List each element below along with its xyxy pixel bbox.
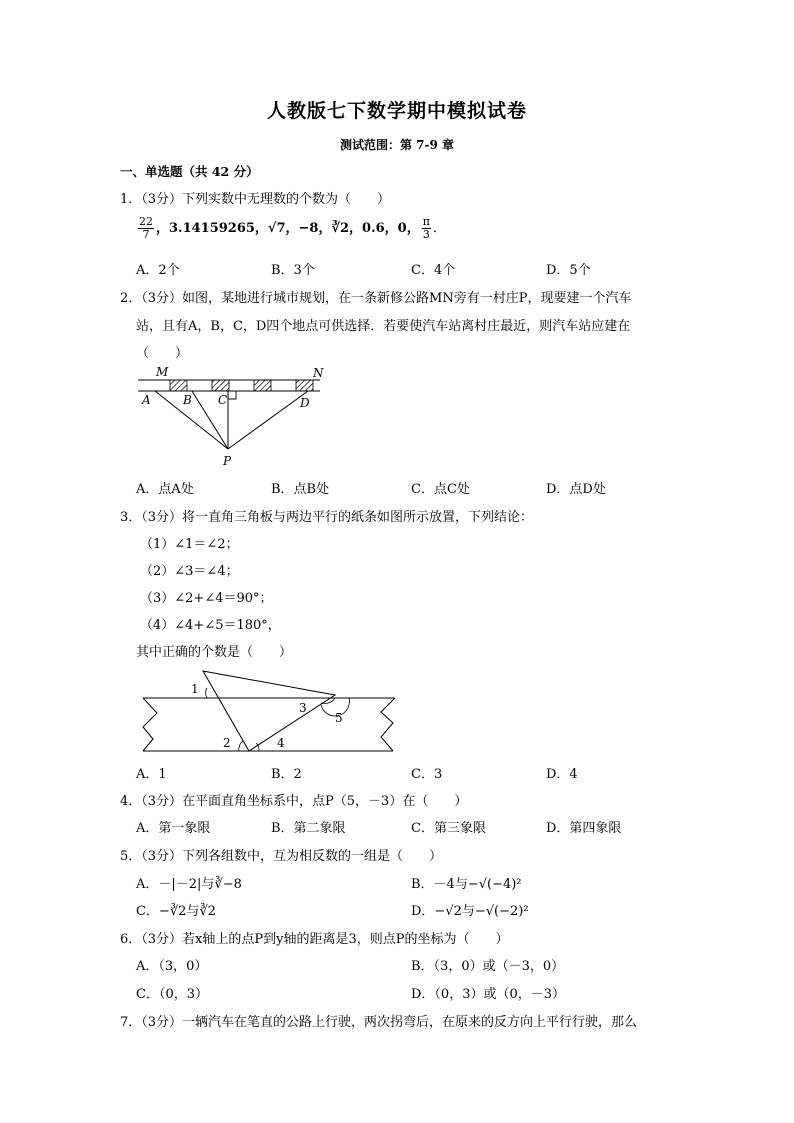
q1-fraction-pi-3: $\frac{\pi}{3}$ xyxy=(422,215,430,241)
q6-option-a[interactable]: A．（3，0） xyxy=(136,959,208,974)
q6-option-b[interactable]: B．（3，0）或（－3，0） xyxy=(411,959,565,974)
hatch-block xyxy=(170,380,187,391)
q3-triangle-strip-figure xyxy=(135,665,405,760)
q1-fraction-22-7: $\frac{22}{7}$ xyxy=(139,215,153,241)
label-b: B xyxy=(183,393,192,407)
q3-option-a[interactable]: A．1 xyxy=(136,767,167,782)
q2-line2: 站，且有A，B，C，D四个地点可供选择．若要使汽车站离村庄最近，则汽车站应建在 xyxy=(136,319,631,334)
q2-option-b[interactable]: B．点B处 xyxy=(271,482,330,497)
q6-option-c[interactable]: C．（0，3） xyxy=(136,987,208,1002)
angle-label-4: 4 xyxy=(277,736,285,750)
angle-1-arc xyxy=(206,688,207,698)
label-d: D xyxy=(300,396,310,410)
label-m: M xyxy=(156,365,169,379)
q4-option-c[interactable]: C．第三象限 xyxy=(411,821,486,836)
label-c: C xyxy=(218,393,228,407)
segment-dp xyxy=(228,391,308,449)
q3-option-d[interactable]: D．4 xyxy=(546,767,578,782)
page-title: 人教版七下数学期中模拟试卷 xyxy=(266,100,527,122)
strip-right-tear xyxy=(381,698,395,751)
q5-option-a[interactable]: A．－|－2|与∛−8 xyxy=(136,877,242,892)
q2-line3: （ ） xyxy=(136,346,189,361)
right-angle-mark xyxy=(228,391,236,399)
page-subtitle: 测试范围：第 7-9 章 xyxy=(339,138,455,152)
q1-option-c[interactable]: C．4个 xyxy=(411,263,456,278)
q3-conclusion-3: （3）∠2+∠4＝90°； xyxy=(140,591,273,606)
angle-2-arc xyxy=(239,741,243,751)
angle-label-3: 3 xyxy=(299,701,307,715)
q5-stem: 5．（3分）下列各组数中，互为相反数的一组是（ ） xyxy=(120,849,443,864)
q1-number-list: $\frac{22}{7}$ ，3.14159265，√7，−8，∛2，0.6，0， $\frac{\pi}{3}$ ． xyxy=(139,215,446,241)
q2-option-c[interactable]: C．点C处 xyxy=(411,482,470,497)
label-n: N xyxy=(313,366,324,380)
q5-option-b[interactable]: B．－4与−√(−4)² xyxy=(411,877,522,892)
q3-stem: 3．（3分）将一直角三角板与两边平行的纸条如图所示放置，下列结论： xyxy=(120,510,534,525)
label-p: P xyxy=(223,454,232,468)
q1-stem: 1．（3分）下列实数中无理数的个数为（ ） xyxy=(120,192,391,207)
label-a: A xyxy=(142,393,151,407)
q5-option-d[interactable]: D．−√2与−√(−2)² xyxy=(411,904,529,919)
q1-option-d[interactable]: D．5个 xyxy=(546,263,591,278)
q3-conclusion-2: （2）∠3＝∠4； xyxy=(140,564,239,579)
q2-option-a[interactable]: A．点A处 xyxy=(136,482,194,497)
q3-option-c[interactable]: C．3 xyxy=(411,767,443,782)
q2-option-d[interactable]: D．点D处 xyxy=(546,482,606,497)
hatch-block xyxy=(212,380,229,391)
hatch-block xyxy=(296,380,313,391)
q2-line1: 2．（3分）如图，某地进行城市规划，在一条新修公路MN旁有一村庄P，现要建一个汽车 xyxy=(120,291,632,306)
q3-question: 其中正确的个数是（ ） xyxy=(136,645,293,660)
q3-conclusion-1: （1）∠1＝∠2； xyxy=(140,537,239,552)
q4-option-b[interactable]: B．第二象限 xyxy=(271,821,346,836)
q7-stem: 7．（3分）一辆汽车在笔直的公路上行驶，两次拐弯后，在原来的反方向上平行行驶，那么 xyxy=(120,1015,638,1030)
q3-option-b[interactable]: B．2 xyxy=(271,767,302,782)
q4-option-a[interactable]: A．第一象限 xyxy=(136,821,211,836)
q1-option-b[interactable]: B．3个 xyxy=(271,263,315,278)
angle-label-5: 5 xyxy=(335,711,343,725)
q3-conclusion-4: （4）∠4+∠5＝180°， xyxy=(140,618,281,633)
angle-label-2: 2 xyxy=(223,736,231,750)
section-heading: 一、单选题（共 42 分） xyxy=(120,164,259,179)
q6-stem: 6．（3分）若x轴上的点P到y轴的距离是3，则点P的坐标为（ ） xyxy=(120,932,509,947)
q4-option-d[interactable]: D．第四象限 xyxy=(546,821,622,836)
angle-label-1: 1 xyxy=(191,682,199,696)
hatch-block xyxy=(254,380,271,391)
q6-option-d[interactable]: D．（0，3）或（0，－3） xyxy=(411,987,566,1002)
q1-list-mid: ，3.14159265，√7，−8，∛2，0.6，0， xyxy=(156,221,420,236)
q4-stem: 4．（3分）在平面直角坐标系中，点P（5，－3）在（ ） xyxy=(120,794,468,809)
q5-option-c[interactable]: C．−∛2与∛2 xyxy=(136,904,216,919)
q2-road-figure xyxy=(130,362,330,472)
q1-option-a[interactable]: A．2个 xyxy=(136,263,180,278)
strip-left-tear xyxy=(143,698,157,751)
